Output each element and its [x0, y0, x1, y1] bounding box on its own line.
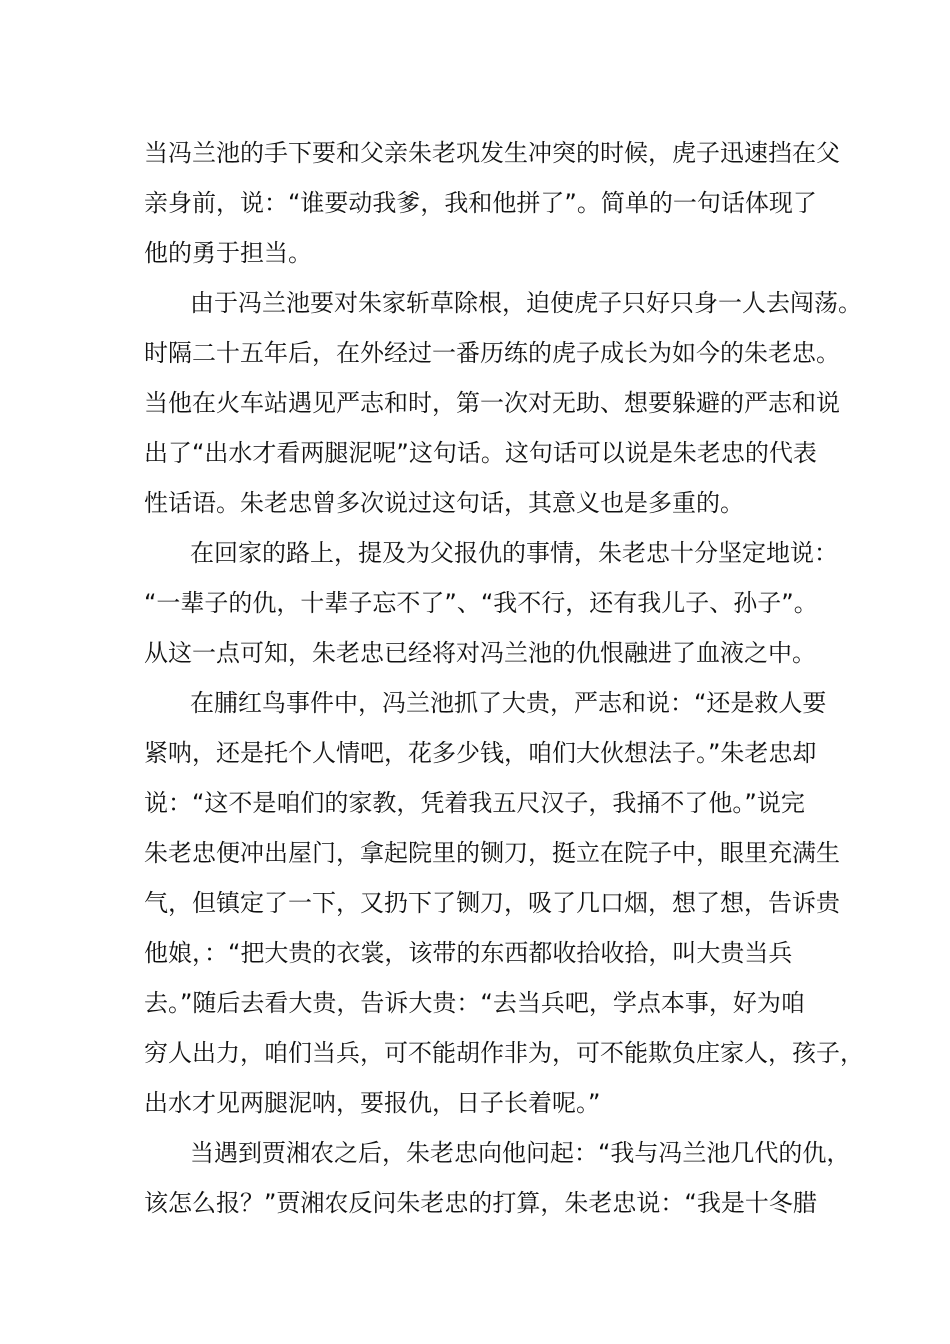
text-line: 他的勇于担当。	[144, 239, 312, 267]
text-line: 穷人出力，咱们当兵，可不能胡作非为，可不能欺负庄家人，孩子，	[144, 1039, 864, 1067]
body-text	[144, 128, 864, 1228]
text-line: 时隔二十五年后，在外经过一番历练的虎子成长为如今的朱老忠。	[144, 339, 840, 367]
text-line: 该怎么报？”贾湘农反问朱老忠的打算，朱老忠说：“我是十冬腊	[144, 1189, 817, 1217]
text-line: 出了“出水才看两腿泥呢”这句话。这句话可以说是朱老忠的代表	[144, 439, 817, 467]
text-line: 出水才见两腿泥呐，要报仇，日子长着呢。”	[144, 1089, 601, 1117]
paragraph-first-line: 在脯红鸟事件中，冯兰池抓了大贵，严志和说：“还是救人要	[190, 689, 827, 717]
text-line: 说：“这不是咱们的家教，凭着我五尺汉子，我捅不了他。”说完	[144, 789, 805, 817]
text-line: 朱老忠便冲出屋门，拿起院里的铡刀，挺立在院子中，眼里充满生	[144, 839, 840, 867]
text-line: 性话语。朱老忠曾多次说过这句话，其意义也是多重的。	[144, 489, 744, 517]
paragraph-first-line: 在回家的路上，提及为父报仇的事情，朱老忠十分坚定地说：	[190, 539, 838, 567]
text-line: 去。”随后去看大贵，告诉大贵：“去当兵吧，学点本事，好为咱	[144, 989, 805, 1017]
text-line: 他娘，：“把大贵的衣裳，该带的东西都收拾收拾，叫大贵当兵	[144, 939, 793, 967]
paragraph-first-line: 由于冯兰池要对朱家斩草除根，迫使虎子只好只身一人去闯荡。	[190, 289, 862, 317]
text-line: “一辈子的仇，十辈子忘不了”、“我不行，还有我儿子、孙子”。	[144, 589, 818, 617]
text-line: 紧呐，还是托个人情吧，花多少钱，咱们大伙想法子。”朱老忠却	[144, 739, 817, 767]
paragraph-first-line: 当遇到贾湘农之后，朱老忠向他问起：“我与冯兰池几代的仇，	[190, 1139, 851, 1167]
text-line: 从这一点可知，朱老忠已经将对冯兰池的仇恨融进了血液之中。	[144, 639, 816, 667]
text-line: 当冯兰池的手下要和父亲朱老巩发生冲突的时候，虎子迅速挡在父	[144, 139, 840, 167]
text-line: 气，但镇定了一下，又扔下了铡刀，吸了几口烟，想了想，告诉贵	[144, 889, 840, 917]
text-line: 当他在火车站遇见严志和时，第一次对无助、想要躲避的严志和说	[144, 389, 840, 417]
text-line: 亲身前，说：“谁要动我爹，我和他拼了”。简单的一句话体现了	[144, 189, 817, 217]
